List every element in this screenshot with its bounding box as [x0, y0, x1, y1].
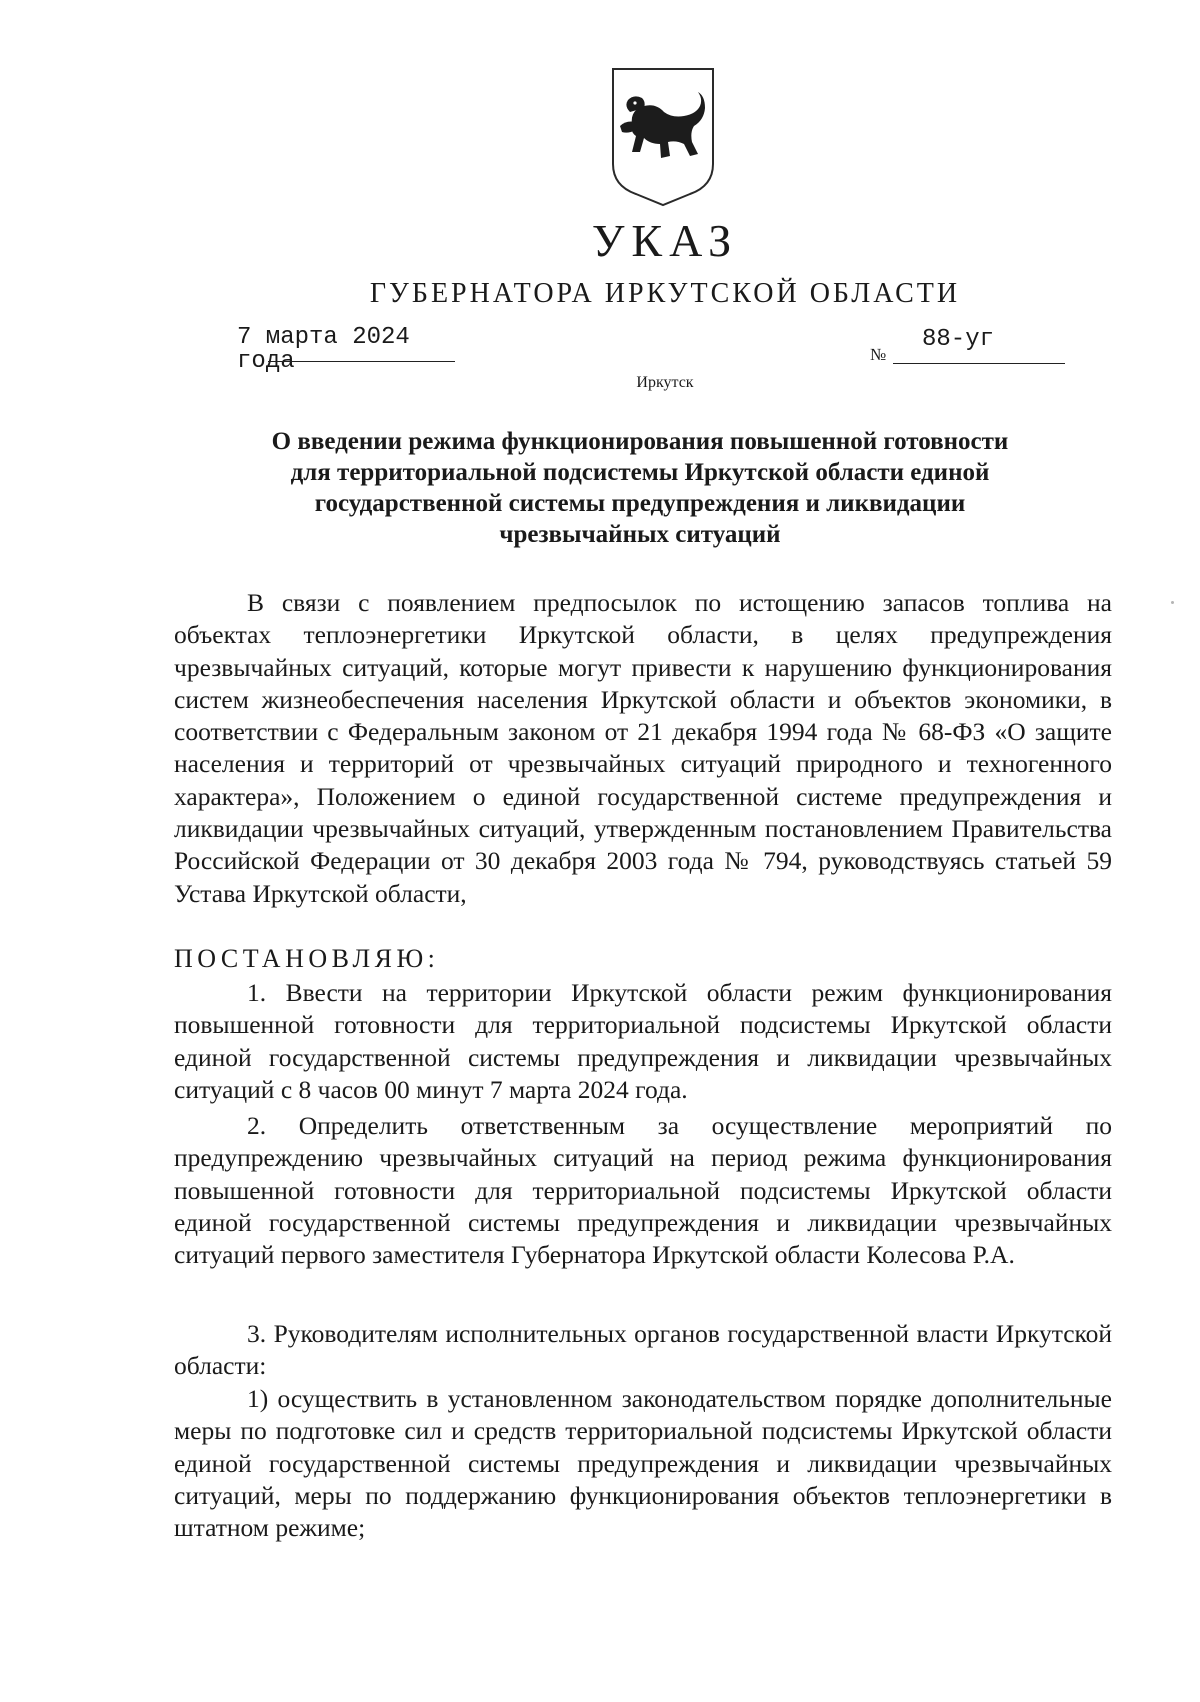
coat-of-arms-icon	[610, 66, 716, 208]
heading-line: для территориальной подсистемы Иркутской области единой	[290, 459, 990, 486]
item-paragraph: 3. Руководителям исполнительных органов государственной власти Иркутской области:	[174, 1319, 1112, 1381]
heading-line: чрезвычайных ситуаций	[499, 521, 781, 548]
document-date: 7 марта 2024 года	[237, 324, 410, 375]
item-paragraph: 2. Определить ответственным за осуществление мероприятий по предупреждению чрезвычайных ситуаций на период режима функционирования повышенной готовности для территориальной подсистемы Иркутской области единой государственной системы предупреждения и ликвидации чрезвычайных ситуаций первого заместителя Губернатора Иркутской области Колесова Р.А.	[174, 1111, 1112, 1270]
heading-line: государственной системы предупреждения и ликвидации	[314, 490, 966, 517]
date-underline	[268, 361, 455, 362]
item-paragraph: 1. Ввести на территории Иркутской области режим функционирования повышенной готовности для территориальной подсистемы Иркутской области единой государственной системы предупреждения и ликвидации чрезвычайных ситуаций с 8 часов 00 минут 7 марта 2024 года.	[174, 978, 1112, 1104]
preamble-paragraph: В связи с появлением предпосылок по истощению запасов топлива на объектах теплоэнергетики Иркутской области, в целях предупреждения чрезвычайных ситуаций, которые могут привести к нарушению функционирования систем жизнеобеспечения населения Иркутской области и объектов экономики, в соответствии с Федеральным законом от 21 декабря 1994 года № 68-ФЗ «О защите населения и территорий от чрезвычайных ситуаций природного и техногенного характера», Положением о единой государственной системе предупреждения и ликвидации чрезвычайных ситуаций, утвержденным постановлением Правительства Российской Федерации от 30 декабря 2003 года № 794, руководствуясь статьей 59 Устава Иркутской области,	[174, 588, 1112, 908]
document-title: УКАЗ	[591, 215, 739, 266]
scan-speck	[1171, 601, 1174, 604]
number-underline	[893, 363, 1065, 364]
resolve-word: ПОСТАНОВЛЯЮ:	[174, 944, 440, 973]
number-sign: №	[870, 345, 887, 364]
document-heading	[200, 426, 1080, 550]
document-city: Иркутск	[636, 374, 694, 391]
heading-line: О введении режима функционирования повышенной готовности	[271, 428, 1009, 455]
document-subtitle: ГУБЕРНАТОРА ИРКУТСКОЙ ОБЛАСТИ	[369, 278, 961, 309]
document-number: 88-уг	[922, 326, 995, 353]
subitem-paragraph: 1) осуществить в установленном законодательством порядке дополнительные меры по подготовке сил и средств территориальной подсистемы Иркутской области единой государственной системы предупреждения и ликвидации чрезвычайных ситуаций, меры по поддержанию функционирования объектов теплоэнергетики в штатном режиме;	[174, 1384, 1112, 1543]
